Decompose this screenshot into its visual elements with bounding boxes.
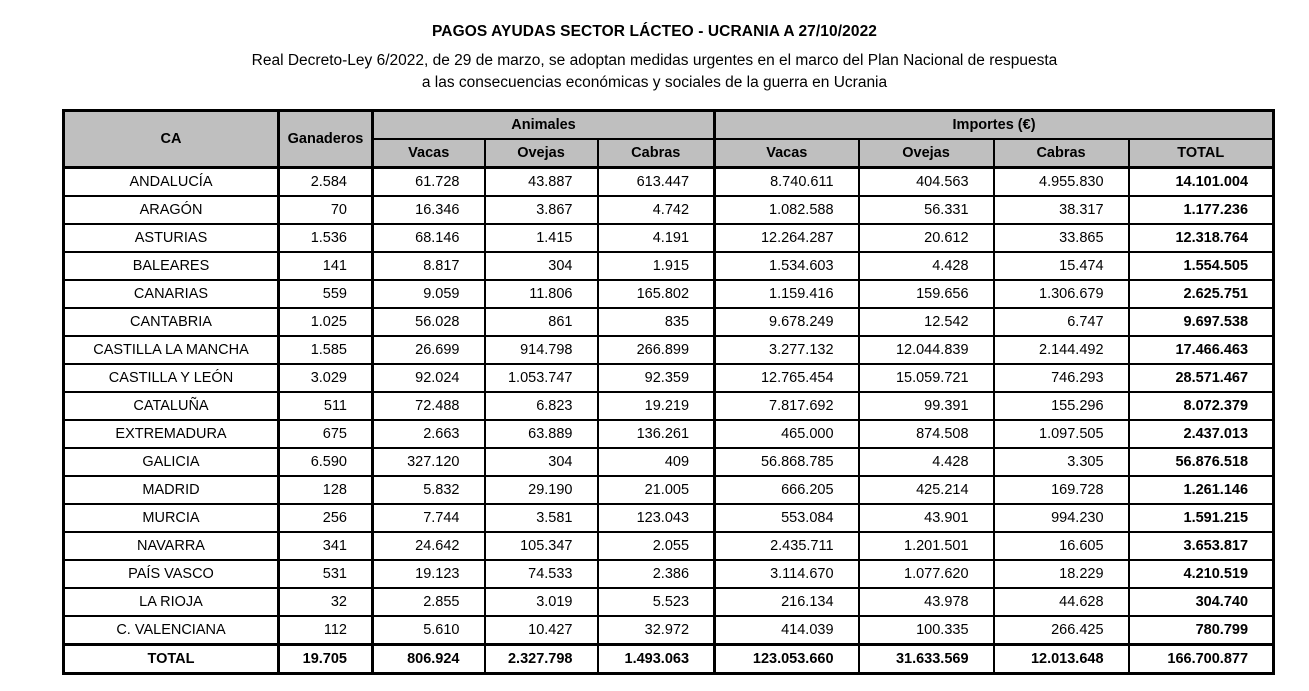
value-cell: 3.029 <box>279 364 373 392</box>
value-cell: 1.053.747 <box>485 364 598 392</box>
table-row <box>64 588 1274 616</box>
payments-table <box>62 109 1275 675</box>
region-name: CASTILLA Y LEÓN <box>64 364 279 392</box>
region-name: CATALUÑA <box>64 392 279 420</box>
region-name: C. VALENCIANA <box>64 616 279 645</box>
table-row <box>64 476 1274 504</box>
header-importes-vacas: Vacas <box>715 139 859 168</box>
value-cell: 465.000 <box>715 420 859 448</box>
value-cell: 2.435.711 <box>715 532 859 560</box>
region-name: MADRID <box>64 476 279 504</box>
value-cell: 9.059 <box>373 280 485 308</box>
value-cell: 2.584 <box>279 168 373 197</box>
value-cell: 666.205 <box>715 476 859 504</box>
table-header <box>64 111 1274 168</box>
table-row <box>64 280 1274 308</box>
value-cell: 8.740.611 <box>715 168 859 197</box>
value-cell: 1.915 <box>598 252 715 280</box>
value-cell: 4.428 <box>859 252 994 280</box>
table-row <box>64 168 1274 197</box>
value-cell: 12.013.648 <box>994 645 1129 674</box>
value-cell: 1.591.215 <box>1129 504 1274 532</box>
value-cell: 4.191 <box>598 224 715 252</box>
region-name: ANDALUCÍA <box>64 168 279 197</box>
header-group-importes: Importes (€) <box>715 111 1274 140</box>
value-cell: 304 <box>485 448 598 476</box>
value-cell: 10.427 <box>485 616 598 645</box>
value-cell: 3.581 <box>485 504 598 532</box>
value-cell: 3.305 <box>994 448 1129 476</box>
value-cell: 1.306.679 <box>994 280 1129 308</box>
table-body <box>64 168 1274 674</box>
value-cell: 12.044.839 <box>859 336 994 364</box>
value-cell: 341 <box>279 532 373 560</box>
value-cell: 216.134 <box>715 588 859 616</box>
value-cell: 63.889 <box>485 420 598 448</box>
page-title: PAGOS AYUDAS SECTOR LÁCTEO - UCRANIA A 27/10/2022 <box>431 23 878 40</box>
value-cell: 1.201.501 <box>859 532 994 560</box>
value-cell: 33.865 <box>994 224 1129 252</box>
value-cell: 2.625.751 <box>1129 280 1274 308</box>
value-cell: 2.386 <box>598 560 715 588</box>
value-cell: 17.466.463 <box>1129 336 1274 364</box>
region-name: EXTREMADURA <box>64 420 279 448</box>
value-cell: 4.955.830 <box>994 168 1129 197</box>
value-cell: 553.084 <box>715 504 859 532</box>
value-cell: 155.296 <box>994 392 1129 420</box>
table-row <box>64 504 1274 532</box>
header-group-animales: Animales <box>373 111 715 140</box>
value-cell: 72.488 <box>373 392 485 420</box>
value-cell: 123.043 <box>598 504 715 532</box>
value-cell: 16.605 <box>994 532 1129 560</box>
table-row <box>64 336 1274 364</box>
value-cell: 128 <box>279 476 373 504</box>
value-cell: 15.059.721 <box>859 364 994 392</box>
value-cell: 44.628 <box>994 588 1129 616</box>
value-cell: 4.428 <box>859 448 994 476</box>
value-cell: 68.146 <box>373 224 485 252</box>
value-cell: 43.978 <box>859 588 994 616</box>
value-cell: 56.876.518 <box>1129 448 1274 476</box>
value-cell: 9.678.249 <box>715 308 859 336</box>
value-cell: 2.855 <box>373 588 485 616</box>
value-cell: 24.642 <box>373 532 485 560</box>
value-cell: 32.972 <box>598 616 715 645</box>
value-cell: 7.817.692 <box>715 392 859 420</box>
value-cell: 1.097.505 <box>994 420 1129 448</box>
value-cell: 1.159.416 <box>715 280 859 308</box>
header-animales-ovejas: Ovejas <box>485 139 598 168</box>
value-cell: 18.229 <box>994 560 1129 588</box>
value-cell: 3.653.817 <box>1129 532 1274 560</box>
value-cell: 4.742 <box>598 196 715 224</box>
value-cell: 56.028 <box>373 308 485 336</box>
value-cell: 1.585 <box>279 336 373 364</box>
value-cell: 159.656 <box>859 280 994 308</box>
value-cell: 2.144.492 <box>994 336 1129 364</box>
value-cell: 19.705 <box>279 645 373 674</box>
value-cell: 266.425 <box>994 616 1129 645</box>
value-cell: 12.264.287 <box>715 224 859 252</box>
table-row <box>64 308 1274 336</box>
total-row <box>64 645 1274 674</box>
region-name: LA RIOJA <box>64 588 279 616</box>
value-cell: 404.563 <box>859 168 994 197</box>
table-row <box>64 532 1274 560</box>
value-cell: 806.924 <box>373 645 485 674</box>
value-cell: 5.832 <box>373 476 485 504</box>
value-cell: 12.318.764 <box>1129 224 1274 252</box>
region-name: GALICIA <box>64 448 279 476</box>
region-name: CANARIAS <box>64 280 279 308</box>
value-cell: 780.799 <box>1129 616 1274 645</box>
value-cell: 835 <box>598 308 715 336</box>
value-cell: 327.120 <box>373 448 485 476</box>
value-cell: 15.474 <box>994 252 1129 280</box>
value-cell: 1.536 <box>279 224 373 252</box>
value-cell: 11.806 <box>485 280 598 308</box>
value-cell: 746.293 <box>994 364 1129 392</box>
table-row <box>64 224 1274 252</box>
value-cell: 1.261.146 <box>1129 476 1274 504</box>
region-name: ASTURIAS <box>64 224 279 252</box>
value-cell: 112 <box>279 616 373 645</box>
table-row <box>64 420 1274 448</box>
value-cell: 256 <box>279 504 373 532</box>
value-cell: 6.590 <box>279 448 373 476</box>
value-cell: 92.024 <box>373 364 485 392</box>
table-row <box>64 560 1274 588</box>
value-cell: 12.765.454 <box>715 364 859 392</box>
value-cell: 1.415 <box>485 224 598 252</box>
value-cell: 32 <box>279 588 373 616</box>
value-cell: 136.261 <box>598 420 715 448</box>
header-group-row <box>64 111 1274 140</box>
value-cell: 70 <box>279 196 373 224</box>
value-cell: 123.053.660 <box>715 645 859 674</box>
value-cell: 92.359 <box>598 364 715 392</box>
value-cell: 169.728 <box>994 476 1129 504</box>
value-cell: 4.210.519 <box>1129 560 1274 588</box>
value-cell: 266.899 <box>598 336 715 364</box>
value-cell: 56.868.785 <box>715 448 859 476</box>
header-ca: CA <box>64 111 279 168</box>
table-row <box>64 252 1274 280</box>
value-cell: 105.347 <box>485 532 598 560</box>
value-cell: 675 <box>279 420 373 448</box>
value-cell: 1.554.505 <box>1129 252 1274 280</box>
value-cell: 1.025 <box>279 308 373 336</box>
value-cell: 1.177.236 <box>1129 196 1274 224</box>
value-cell: 165.802 <box>598 280 715 308</box>
value-cell: 304 <box>485 252 598 280</box>
value-cell: 12.542 <box>859 308 994 336</box>
value-cell: 1.077.620 <box>859 560 994 588</box>
value-cell: 2.663 <box>373 420 485 448</box>
header-importes-cabras: Cabras <box>994 139 1129 168</box>
value-cell: 1.534.603 <box>715 252 859 280</box>
value-cell: 3.867 <box>485 196 598 224</box>
subtitle-line-2: a las consecuencias económicas y sociales de la guerra en Ucrania <box>421 74 888 91</box>
value-cell: 19.123 <box>373 560 485 588</box>
table-row <box>64 392 1274 420</box>
value-cell: 6.747 <box>994 308 1129 336</box>
table-row <box>64 364 1274 392</box>
header-importes-ovejas: Ovejas <box>859 139 994 168</box>
value-cell: 425.214 <box>859 476 994 504</box>
value-cell: 3.019 <box>485 588 598 616</box>
value-cell: 304.740 <box>1129 588 1274 616</box>
value-cell: 99.391 <box>859 392 994 420</box>
value-cell: 26.699 <box>373 336 485 364</box>
value-cell: 21.005 <box>598 476 715 504</box>
region-name: CANTABRIA <box>64 308 279 336</box>
value-cell: 43.887 <box>485 168 598 197</box>
region-name: ARAGÓN <box>64 196 279 224</box>
value-cell: 28.571.467 <box>1129 364 1274 392</box>
value-cell: 43.901 <box>859 504 994 532</box>
value-cell: 166.700.877 <box>1129 645 1274 674</box>
value-cell: 2.437.013 <box>1129 420 1274 448</box>
value-cell: 2.327.798 <box>485 645 598 674</box>
header-ganaderos: Ganaderos <box>279 111 373 168</box>
header-animales-cabras: Cabras <box>598 139 715 168</box>
region-name: CASTILLA LA MANCHA <box>64 336 279 364</box>
value-cell: 2.055 <box>598 532 715 560</box>
value-cell: 613.447 <box>598 168 715 197</box>
value-cell: 19.219 <box>598 392 715 420</box>
page-subtitle <box>0 50 1309 94</box>
header-animales-vacas: Vacas <box>373 139 485 168</box>
region-name: BALEARES <box>64 252 279 280</box>
value-cell: 100.335 <box>859 616 994 645</box>
region-name: PAÍS VASCO <box>64 560 279 588</box>
value-cell: 38.317 <box>994 196 1129 224</box>
table-row <box>64 448 1274 476</box>
value-cell: 16.346 <box>373 196 485 224</box>
value-cell: 3.277.132 <box>715 336 859 364</box>
value-cell: 414.039 <box>715 616 859 645</box>
value-cell: 994.230 <box>994 504 1129 532</box>
subtitle-line-1: Real Decreto-Ley 6/2022, de 29 de marzo, se adoptan medidas urgentes en el marco del Plan Nacional de respuesta <box>251 52 1058 69</box>
region-name: MURCIA <box>64 504 279 532</box>
value-cell: 8.072.379 <box>1129 392 1274 420</box>
value-cell: 31.633.569 <box>859 645 994 674</box>
value-cell: 409 <box>598 448 715 476</box>
value-cell: 9.697.538 <box>1129 308 1274 336</box>
value-cell: 5.523 <box>598 588 715 616</box>
value-cell: 141 <box>279 252 373 280</box>
value-cell: 6.823 <box>485 392 598 420</box>
value-cell: 511 <box>279 392 373 420</box>
value-cell: 559 <box>279 280 373 308</box>
value-cell: 874.508 <box>859 420 994 448</box>
value-cell: 56.331 <box>859 196 994 224</box>
region-name: NAVARRA <box>64 532 279 560</box>
value-cell: 7.744 <box>373 504 485 532</box>
value-cell: 61.728 <box>373 168 485 197</box>
value-cell: 14.101.004 <box>1129 168 1274 197</box>
value-cell: 861 <box>485 308 598 336</box>
value-cell: 1.082.588 <box>715 196 859 224</box>
value-cell: 29.190 <box>485 476 598 504</box>
value-cell: 1.493.063 <box>598 645 715 674</box>
value-cell: 74.533 <box>485 560 598 588</box>
value-cell: 5.610 <box>373 616 485 645</box>
value-cell: 531 <box>279 560 373 588</box>
header-importes-total: TOTAL <box>1129 139 1274 168</box>
value-cell: 914.798 <box>485 336 598 364</box>
table-row <box>64 616 1274 645</box>
total-label: TOTAL <box>64 645 279 674</box>
table-row <box>64 196 1274 224</box>
value-cell: 20.612 <box>859 224 994 252</box>
value-cell: 8.817 <box>373 252 485 280</box>
value-cell: 3.114.670 <box>715 560 859 588</box>
